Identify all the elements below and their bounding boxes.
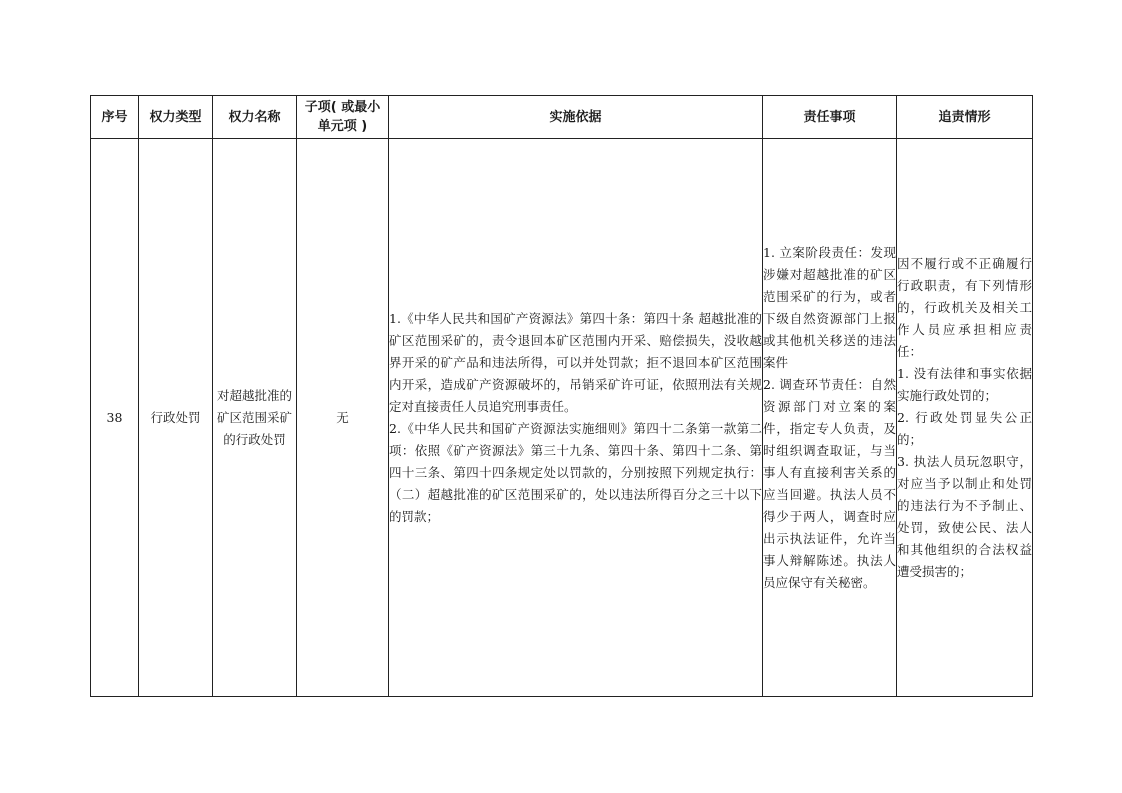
accountability-paragraph: 3. 执法人员玩忽职守，对应当予以制止和处罚的违法行为不予制止、处罚，致使公民、法人和其他组织的合法权益遭受损害的； — [897, 453, 1032, 579]
cell-basis — [389, 139, 763, 697]
cell-accountability — [897, 139, 1033, 697]
cell-sub-item: 无 — [297, 139, 389, 697]
header-seq: 序号 — [91, 96, 139, 139]
cell-power-type: 行政处罚 — [139, 139, 213, 697]
header-sub-item: 子项( 或最小单元项 ) — [297, 96, 389, 139]
accountability-paragraph: 因不履行或不正确履行行政职责，有下列情形的，行政机关及相关工作人员应承担相应责任： — [897, 255, 1032, 359]
accountability-paragraph: 2. 行政处罚显失公正的； — [897, 409, 1032, 447]
header-basis: 实施依据 — [389, 96, 763, 139]
table-header-row — [91, 96, 1033, 139]
header-power-type: 权力类型 — [139, 96, 213, 139]
table-row — [91, 139, 1033, 697]
accountability-paragraph: 1. 没有法律和事实依据实施行政处罚的； — [897, 365, 1032, 403]
header-accountability: 追责情形 — [897, 96, 1033, 139]
header-responsibility: 责任事项 — [763, 96, 897, 139]
cell-seq: 38 — [91, 139, 139, 697]
cell-power-name: 对超越批准的矿区范围采矿的行政处罚 — [213, 139, 297, 697]
responsibility-paragraph: 1. 立案阶段责任：发现涉嫌对超越批准的矿区范围采矿的行为，或者下级自然资源部门上报或其他机关移送的违法案件 — [763, 244, 896, 370]
cell-responsibility — [763, 139, 897, 697]
basis-paragraph: 1.《中华人民共和国矿产资源法》第四十条：第四十条 超越批准的矿区范围采矿的，责令退回本矿区范围内开采、赔偿损失，没收越界开采的矿产品和违法所得，可以并处罚款；拒不退回本矿区范围内开采，造成矿产资源破坏的，吊销采矿许可证，依照刑法有关规定对直接责任人员追究刑事责任。 — [389, 310, 762, 414]
power-list-table — [90, 95, 1033, 697]
header-power-name: 权力名称 — [213, 96, 297, 139]
responsibility-paragraph: 2. 调查环节责任：自然资源部门对立案的案件，指定专人负责，及时组织调查取证，与当事人有直接利害关系的应当回避。执法人员不得少于两人，调查时应出示执法证件，允许当事人辩解陈述。执法人员应保守有关秘密。 — [763, 376, 896, 590]
basis-paragraph: 2.《中华人民共和国矿产资源法实施细则》第四十二条第一款第二项：依照《矿产资源法》第三十九条、第四十条、第四十二条、第四十三条、第四十四条规定处以罚款的，分别按照下列规定执行：（二）超越批准的矿区范围采矿的，处以违法所得百分之三十以下的罚款； — [389, 420, 762, 524]
